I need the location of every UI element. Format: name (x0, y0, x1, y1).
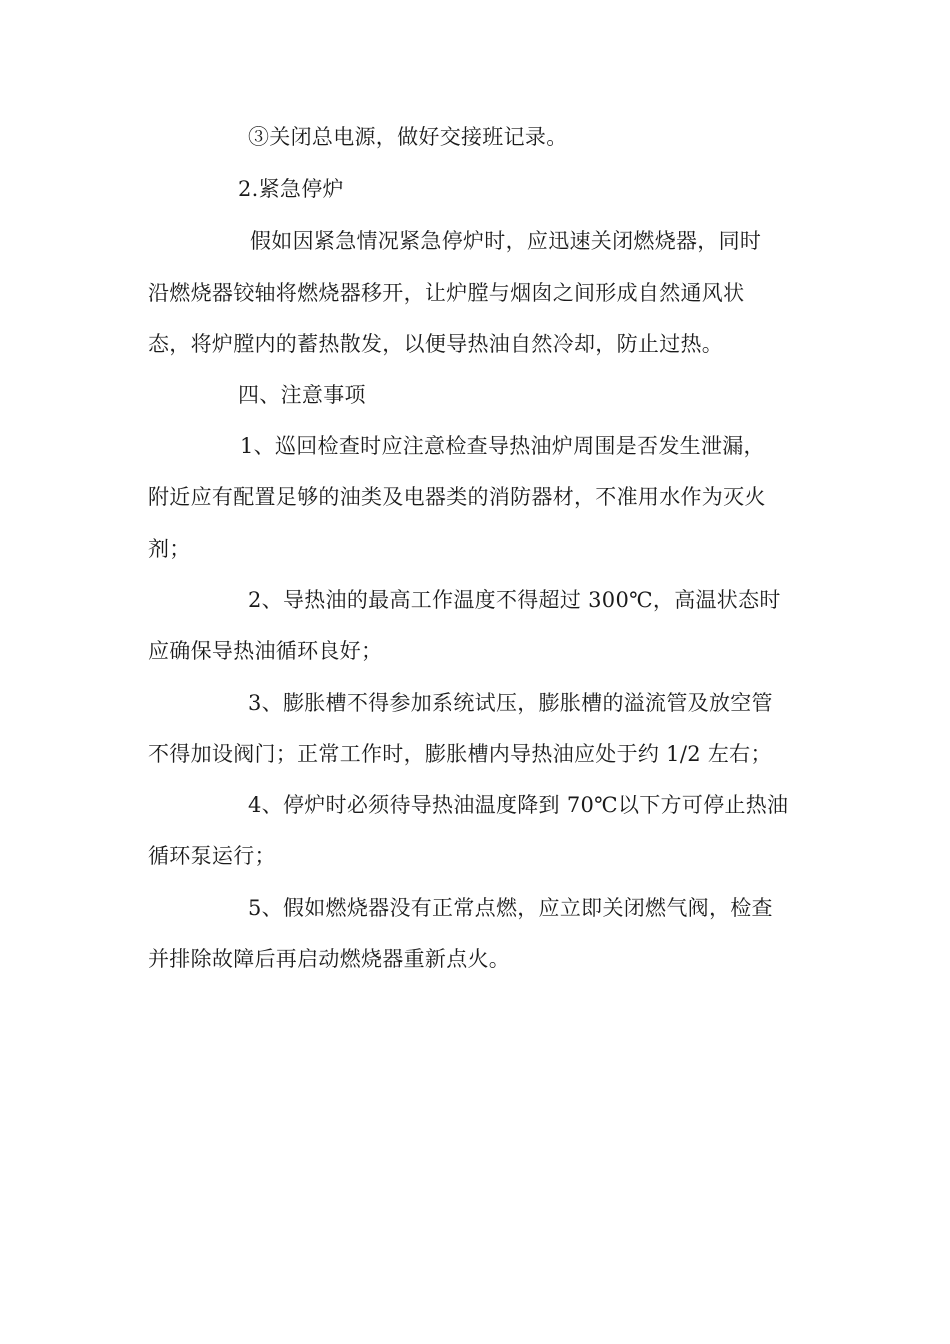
text-line-item1-2: 附近应有配置足够的油类及电器类的消防器材，不准用水作为灭火 (148, 485, 766, 509)
text-line-item1-1: 1、巡回检查时应注意检查导热油炉周围是否发生泄漏， (240, 434, 765, 458)
text-line-item3-1: 3、膨胀槽不得参加系统试压，膨胀槽的溢流管及放空管 (248, 691, 773, 715)
text-line-item5-1: 5、假如燃烧器没有正常点燃，应立即关闭燃气阀，检查 (248, 896, 773, 920)
section-heading-precautions: 四、注意事项 (238, 383, 366, 407)
section-heading-emergency: 2.紧急停炉 (238, 177, 344, 201)
text-line-emergency-2: 沿燃烧器铰轴将燃烧器移开，让炉膛与烟囱之间形成自然通风状 (148, 281, 745, 305)
text-line-item4-2: 循环泵运行； (148, 844, 276, 868)
text-line-shutdown-power: ③关闭总电源，做好交接班记录。 (248, 125, 568, 149)
text-line-item2-1: 2、导热油的最高工作温度不得超过 300℃，高温状态时 (248, 588, 781, 612)
text-line-item5-2: 并排除故障后再启动燃烧器重新点火。 (148, 947, 511, 971)
text-line-item3-2: 不得加设阀门；正常工作时，膨胀槽内导热油应处于约 1/2 左右； (148, 742, 772, 766)
text-line-emergency-1: 假如因紧急情况紧急停炉时，应迅速关闭燃烧器，同时 (250, 229, 762, 253)
text-line-item4-1: 4、停炉时必须待导热油温度降到 70℃以下方可停止热油 (248, 793, 789, 817)
text-line-emergency-3: 态，将炉膛内的蓄热散发，以便导热油自然冷却，防止过热。 (148, 332, 724, 356)
text-line-item2-2: 应确保导热油循环良好； (148, 639, 383, 663)
text-line-item1-3: 剂； (148, 537, 191, 561)
